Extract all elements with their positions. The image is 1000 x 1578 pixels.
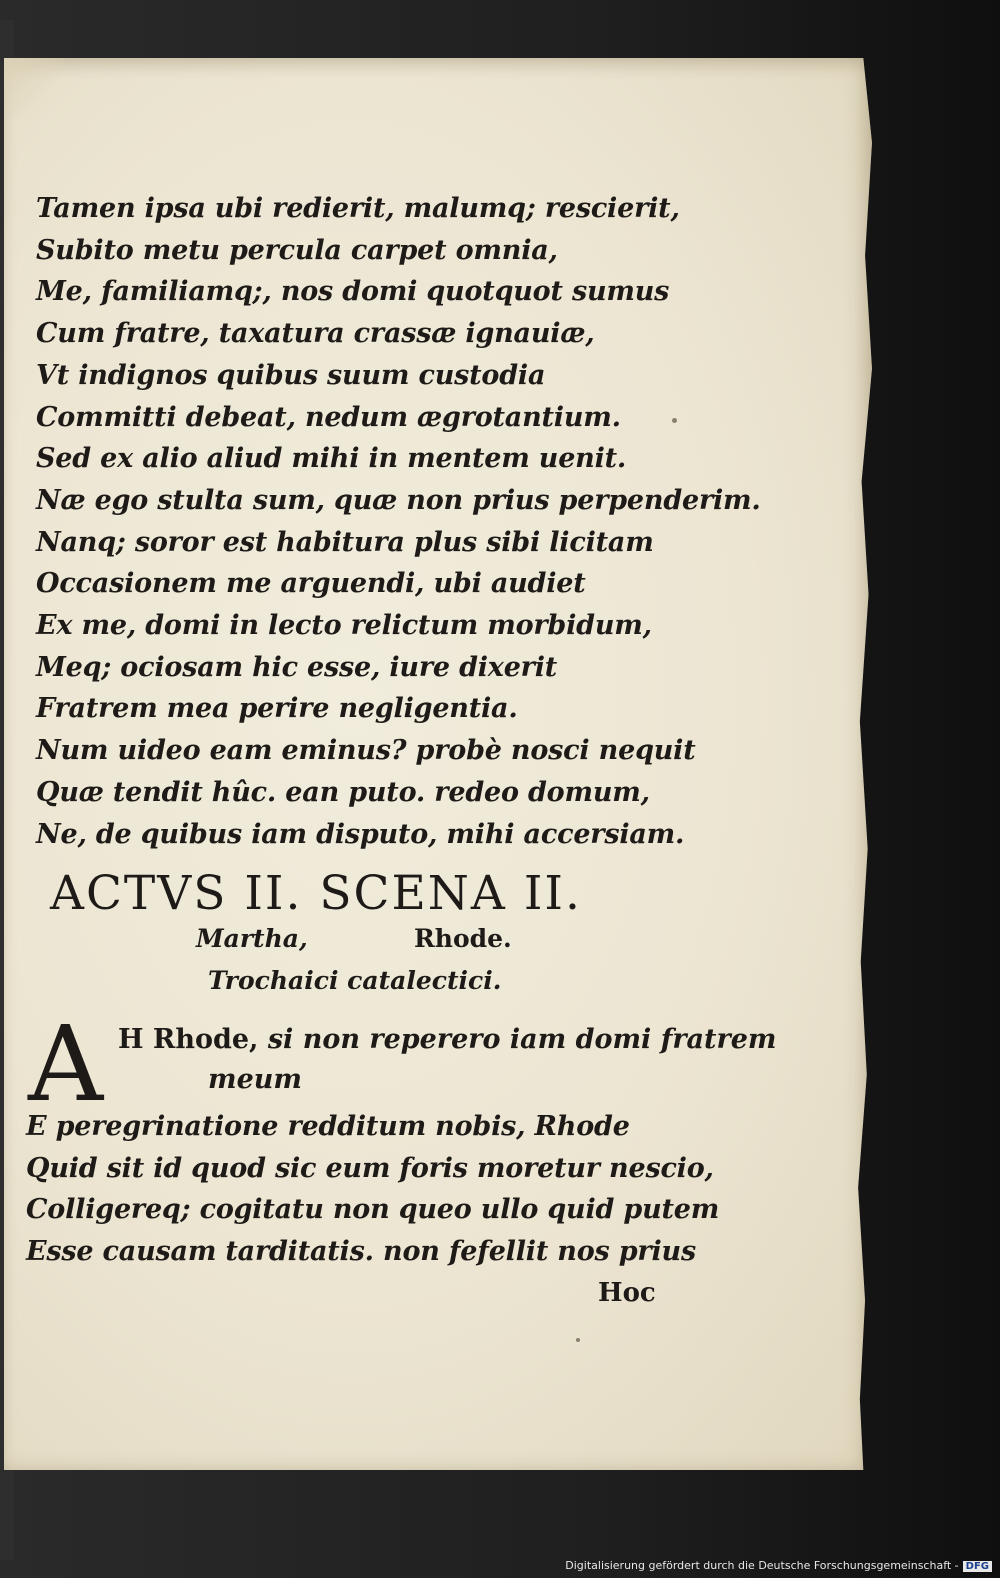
verse-line-first-start: H Rhode, bbox=[118, 1024, 259, 1055]
speaker-name: Martha, bbox=[196, 924, 308, 953]
catchword: Hoc bbox=[598, 1278, 656, 1308]
credit-text: Digitalisierung gefördert durch die Deutsche Forschungsgemeinschaft - bbox=[565, 1559, 959, 1572]
verse-line: Ne, de quibus iam disputo, mihi accersiam. bbox=[36, 818, 685, 850]
verse-line: Me, familiamq;, nos domi quotquot sumus bbox=[36, 276, 670, 308]
act-scene-heading: ACTVS II. SCENA II. bbox=[50, 866, 582, 921]
drop-cap-initial: A bbox=[28, 1003, 104, 1125]
verse-block-top bbox=[36, 188, 761, 855]
verse-line: Quid sit id quod sic eum foris moretur nescio, bbox=[26, 1152, 714, 1184]
verse-line: Næ ego stulta sum, quæ non prius perpenderim. bbox=[36, 484, 761, 516]
meter-note: Trochaici catalectici. bbox=[208, 966, 502, 995]
verse-line: Colligereq; cogitatu non queo ullo quid putem bbox=[26, 1194, 720, 1226]
verse-line: Quæ tendit hûc. ean puto. redeo domum, bbox=[36, 776, 650, 808]
verse-line: Fratrem mea perire negligentia. bbox=[36, 693, 518, 725]
digitization-credit bbox=[565, 1559, 992, 1572]
verse-line: Subito metu percula carpet omnia, bbox=[36, 234, 558, 266]
verse-line: Tamen ipsa ubi redierit, malumq; rescierit, bbox=[36, 193, 680, 224]
speaker-name: Rhode. bbox=[414, 924, 512, 953]
verse-line: Meq; ociosam hic esse, iure dixerit bbox=[36, 651, 558, 683]
verse-line: Vt indignos quibus suum custodia bbox=[36, 359, 546, 391]
verse-line-continuation: meum bbox=[208, 1064, 302, 1095]
verse-line: Esse causam tarditatis. non fefellit nos prius bbox=[26, 1236, 696, 1268]
verse-line: Nanq; soror est habitura plus sibi licitam bbox=[36, 526, 654, 558]
verse-line-first-rest: si non reperero iam domi fratrem bbox=[258, 1024, 777, 1055]
verse-line: Num uideo eam eminus? probè nosci nequit bbox=[36, 735, 696, 767]
dfg-logo: DFG bbox=[963, 1561, 992, 1572]
page-corner-shadow bbox=[4, 58, 64, 118]
verse-line-first bbox=[118, 1024, 777, 1055]
verse-line: Occasionem me arguendi, ubi audiet bbox=[36, 568, 586, 600]
verse-line: Cum fratre, taxatura crassæ ignauiæ, bbox=[36, 318, 595, 350]
verse-line: Sed ex alio aliud mihi in mentem uenit. bbox=[36, 443, 627, 475]
paper-speck bbox=[576, 1338, 580, 1342]
verse-line: Committi debeat, nedum ægrotantium. bbox=[36, 401, 621, 433]
verse-line: Ex me, domi in lecto relictum morbidum, bbox=[36, 610, 652, 642]
verse-block-bottom bbox=[26, 1106, 720, 1273]
verse-line: E peregrinatione redditum nobis, Rhode bbox=[26, 1111, 630, 1142]
